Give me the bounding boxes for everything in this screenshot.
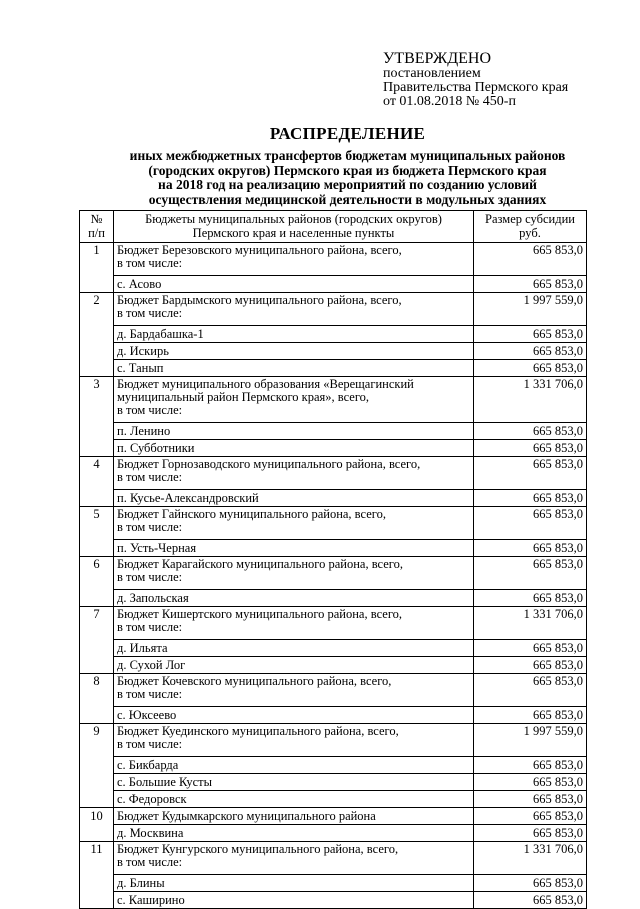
document-heading <box>60 124 635 207</box>
table-row <box>80 343 587 360</box>
table-row <box>80 293 587 326</box>
settlement-name: с. Каширино <box>114 892 474 909</box>
subsidy-amount: 665 853,0 <box>474 590 587 607</box>
subsidy-amount: 665 853,0 <box>474 657 587 674</box>
subsidy-amount: 665 853,0 <box>474 674 587 707</box>
district-name: Бюджет Кудымкарского муниципального района <box>114 808 474 825</box>
table-row <box>80 724 587 757</box>
table-row <box>80 590 587 607</box>
row-number: 1 <box>80 243 114 293</box>
subtitle-line: иных межбюджетных трансфертов бюджетам муниципальных районов <box>129 148 566 163</box>
subsidy-amount: 665 853,0 <box>474 243 587 276</box>
header-amount: Размер субсидии руб. <box>474 211 587 243</box>
settlement-name: д. Бардабашка-1 <box>114 326 474 343</box>
row-number: 4 <box>80 457 114 507</box>
row-number: 7 <box>80 607 114 674</box>
subsidy-amount: 665 853,0 <box>474 875 587 892</box>
table-row <box>80 507 587 540</box>
table-row <box>80 326 587 343</box>
table-row <box>80 607 587 640</box>
settlement-name: п. Усть-Черная <box>114 540 474 557</box>
settlement-name: д. Москвина <box>114 825 474 842</box>
district-name: Бюджет Горнозаводского муниципального района, всего, в том числе: <box>114 457 474 490</box>
settlement-name: с. Танып <box>114 360 474 377</box>
table-row <box>80 757 587 774</box>
subsidy-amount: 1 331 706,0 <box>474 842 587 875</box>
table-row <box>80 540 587 557</box>
subsidy-amount: 665 853,0 <box>474 892 587 909</box>
table-row <box>80 557 587 590</box>
district-name: Бюджет муниципального образования «Верещагинский муниципальный район Пермского края», всего, в том числе: <box>114 377 474 423</box>
approval-line-government: Правительства Пермского края <box>383 80 569 95</box>
table-row <box>80 423 587 440</box>
settlement-name: д. Запольская <box>114 590 474 607</box>
settlement-name: д. Искирь <box>114 343 474 360</box>
row-number: 2 <box>80 293 114 377</box>
settlement-name: с. Федоровск <box>114 791 474 808</box>
settlement-name: п. Ленино <box>114 423 474 440</box>
row-number: 9 <box>80 724 114 808</box>
row-number: 8 <box>80 674 114 724</box>
table-row <box>80 892 587 909</box>
table-row <box>80 490 587 507</box>
row-number: 5 <box>80 507 114 557</box>
subsidy-amount: 665 853,0 <box>474 507 587 540</box>
subsidy-amount: 1 331 706,0 <box>474 607 587 640</box>
table-row <box>80 276 587 293</box>
subsidy-amount: 665 853,0 <box>474 791 587 808</box>
table-row <box>80 791 587 808</box>
subsidy-amount: 665 853,0 <box>474 276 587 293</box>
district-name: Бюджет Кочевского муниципального района, всего, в том числе: <box>114 674 474 707</box>
district-name: Бюджет Карагайского муниципального района, всего, в том числе: <box>114 557 474 590</box>
settlement-name: п. Субботники <box>114 440 474 457</box>
subtitle-line: (городских округов) Пермского края из бюджета Пермского края <box>148 162 547 178</box>
subsidy-amount: 665 853,0 <box>474 490 587 507</box>
settlement-name: с. Асово <box>114 276 474 293</box>
row-number: 11 <box>80 842 114 909</box>
table-row <box>80 825 587 842</box>
header-num: № п/п <box>80 211 114 243</box>
table-row <box>80 377 587 423</box>
table-row <box>80 657 587 674</box>
row-number: 6 <box>80 557 114 607</box>
subsidy-amount: 665 853,0 <box>474 540 587 557</box>
subsidy-amount: 665 853,0 <box>474 326 587 343</box>
subsidy-amount: 665 853,0 <box>474 707 587 724</box>
settlement-name: д. Ильята <box>114 640 474 657</box>
table-row <box>80 842 587 875</box>
subsidy-amount: 1 997 559,0 <box>474 724 587 757</box>
table-row <box>80 707 587 724</box>
table-row <box>80 640 587 657</box>
table-row <box>80 808 587 825</box>
table-row <box>80 875 587 892</box>
settlement-name: п. Кусье-Александровский <box>114 490 474 507</box>
approval-line-date: от 01.08.2018 № 450-п <box>383 94 516 109</box>
settlement-name: д. Сухой Лог <box>114 657 474 674</box>
approval-line-resolution: постановлением <box>383 66 481 81</box>
table-row <box>80 440 587 457</box>
table-row <box>80 243 587 276</box>
subtitle-line: на 2018 год на реализацию мероприятий по созданию условий <box>158 177 537 192</box>
row-number: 3 <box>80 377 114 457</box>
table-row <box>80 774 587 791</box>
district-name: Бюджет Березовского муниципального района, всего, в том числе: <box>114 243 474 276</box>
distribution-table <box>79 210 587 909</box>
subsidy-amount: 665 853,0 <box>474 360 587 377</box>
subsidy-amount: 665 853,0 <box>474 343 587 360</box>
table-header-row <box>80 211 587 243</box>
subsidy-amount: 665 853,0 <box>474 757 587 774</box>
subsidy-amount: 1 331 706,0 <box>474 377 587 423</box>
settlement-name: с. Бикбарда <box>114 757 474 774</box>
district-name: Бюджет Куединского муниципального района, всего, в том числе: <box>114 724 474 757</box>
subsidy-amount: 665 853,0 <box>474 808 587 825</box>
subsidy-amount: 1 997 559,0 <box>474 293 587 326</box>
settlement-name: с. Большие Кусты <box>114 774 474 791</box>
row-number: 10 <box>80 808 114 842</box>
settlement-name: с. Юксеево <box>114 707 474 724</box>
subtitle-line: осуществления медицинской деятельности в модульных зданиях <box>148 191 547 207</box>
table-body <box>80 243 587 909</box>
document-title: РАСПРЕДЕЛЕНИЕ <box>269 124 426 143</box>
table-row <box>80 674 587 707</box>
subsidy-amount: 665 853,0 <box>474 423 587 440</box>
subsidy-amount: 665 853,0 <box>474 557 587 590</box>
settlement-name: д. Блины <box>114 875 474 892</box>
table-row <box>80 457 587 490</box>
subsidy-amount: 665 853,0 <box>474 825 587 842</box>
subsidy-amount: 665 853,0 <box>474 440 587 457</box>
subsidy-amount: 665 853,0 <box>474 774 587 791</box>
subsidy-amount: 665 853,0 <box>474 457 587 490</box>
subsidy-amount: 665 853,0 <box>474 640 587 657</box>
district-name: Бюджет Бардымского муниципального района, всего, в том числе: <box>114 293 474 326</box>
district-name: Бюджет Гайнского муниципального района, всего, в том числе: <box>114 507 474 540</box>
header-name: Бюджеты муниципальных районов (городских округов) Пермского края и населенные пункты <box>114 211 474 243</box>
district-name: Бюджет Кишертского муниципального района, всего, в том числе: <box>114 607 474 640</box>
approval-title: УТВЕРЖДЕНО <box>383 50 492 67</box>
district-name: Бюджет Кунгурского муниципального района, всего, в том числе: <box>114 842 474 875</box>
approval-block <box>383 50 568 109</box>
table-row <box>80 360 587 377</box>
